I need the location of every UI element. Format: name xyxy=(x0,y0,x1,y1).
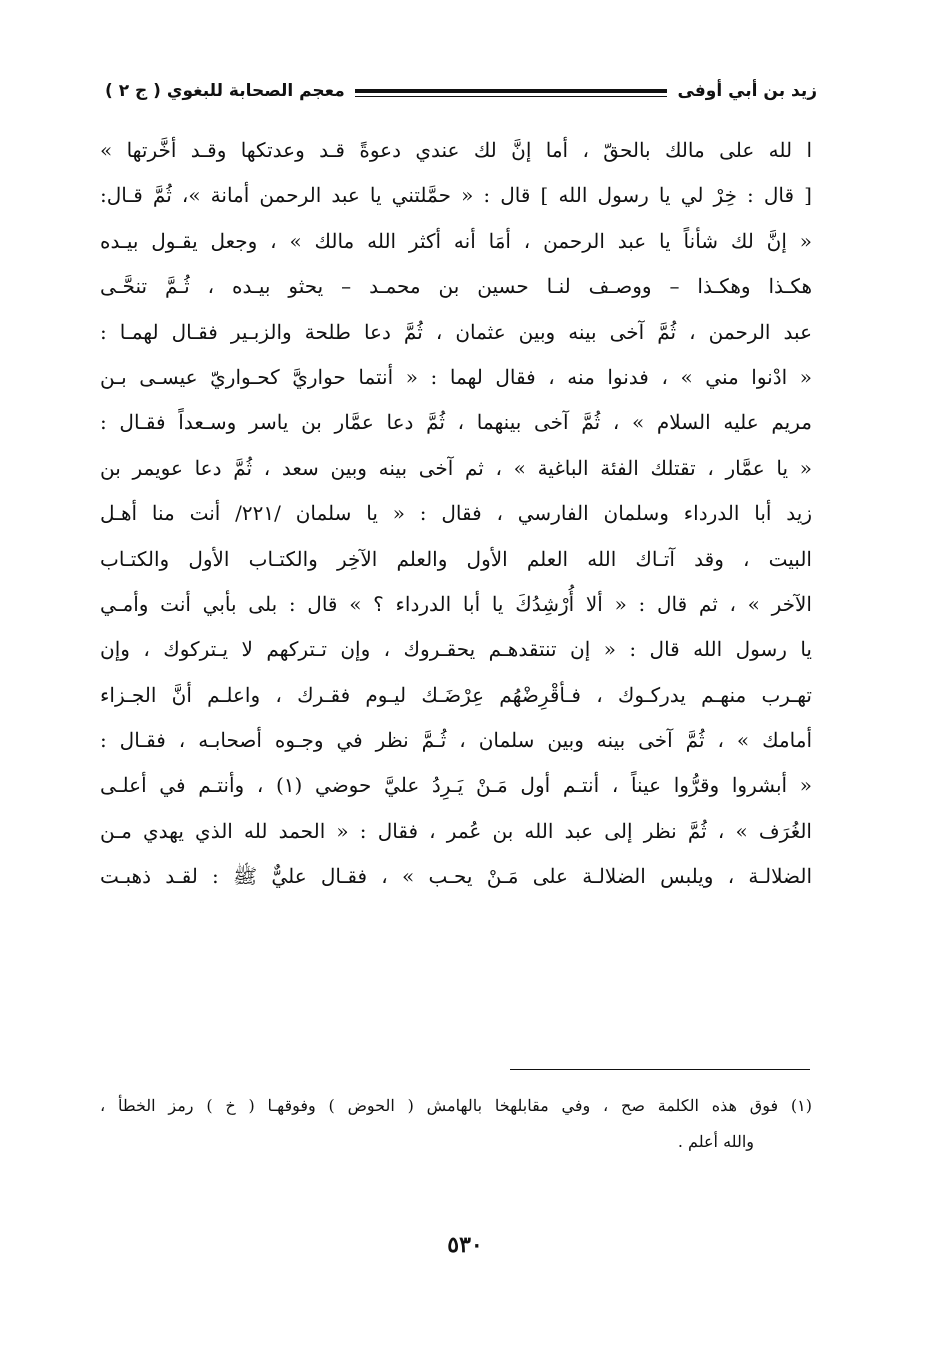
page-number: ٥٣٠ xyxy=(447,1232,483,1258)
text-line: زيد أبا الدرداء وسلمان الفارسي ، فقال : « يا سلمان /٢٢١/ أنت منا أهـل xyxy=(100,501,812,526)
text-line: البيت ، وقد آتـاك الله العلم الأول والعلم الآخِر والكتـاب الأول والكتـاب xyxy=(100,546,812,571)
text-line: هكـذا وهكـذا – ووصـف لنـا حسين بن محمـد – يحثو بيـده ، ثُـمَّ تنحَّـى xyxy=(100,274,812,299)
text-line: مريم عليه السلام » ، ثُمَّ آخى بينهما ، ثُمَّ دعا عمَّار بن ياسر وسـعداً فقـال : xyxy=(100,410,812,435)
footnote-line: والله أعلم . xyxy=(677,1132,754,1151)
header-book-title: معجم الصحابة للبغوي ( ج ٢ ) xyxy=(105,81,345,101)
text-line: « ادْنوا مني » ، فدنوا منه ، فقال لهما : « أنتما حواريَّ كحـواريّ عيسـى بـن xyxy=(100,364,812,389)
text-line: عبد الرحمن ، ثُمَّ آخى بينه وبين عثمان ، ثُمَّ دعا طلحة والزبـير فقـال لهمـا : xyxy=(100,319,812,344)
header-rule xyxy=(355,89,668,93)
text-line: ا لله على مالك بالحقّ ، أما إنَّ لك عندي دعوةً قـد وعدتكها وقـد أخَّرتها » xyxy=(100,138,812,162)
text-line: « إنَّ لك شأناً يا عبد الرحمن ، أمَا أنه أكثر الله مالك » ، وجعل يقـول بيـده xyxy=(100,228,812,253)
text-line: الآخر » ، ثم قال : « ألا أُرْشِدُكَ يا أبا الدرداء ؟ » قال : بلى بأبي أنت وأمـي xyxy=(100,591,812,616)
running-header xyxy=(105,76,817,106)
header-entry-name: زيد بن أبي أوفى xyxy=(677,81,817,101)
text-line: « يا عمَّار ، تقتلك الفئة الباغية » ، ثم آخى بينه وبين سعد ، ثُمَّ دعا عويمر بن xyxy=(100,455,812,480)
footnotes xyxy=(100,1088,812,1160)
footnote-line: (١) فوق هذه الكلمة صح ، وفي مقابلهخا بالهامش ( الحوض ) وفوقهـا ( خ ) رمز الخطأ ، xyxy=(100,1096,812,1115)
text-line: [ قال : خِرْ لي يا رسول الله ] قال : « حمَّلتني يا عبد الرحمن أمانة »، ثُمَّ قـال: xyxy=(100,183,812,208)
text-line: الضلالـة ، ويلبس الضلالـة على مَـنْ يحـب » ، فقـال عليٌّ ﷺ : لقـد ذهبـت xyxy=(100,864,812,889)
text-line: « أبشروا وقرُّوا عيناً ، أنتـم أول مَـنْ يَـرِدُ عليَّ حوضي (١) ، وأنتـم في أعلـى xyxy=(100,773,812,798)
text-line: يا رسول الله قال : « إن تنتقدهـم يحقـروك ، وإن تـتركهم لا يـتركوك ، وإن xyxy=(100,637,812,662)
text-line: تهـرب منهـم يدركـوك ، فـأقْرِضْهُم عِرْضَـك ليـوم فقـرك ، واعلـم أنَّ الجـزاء xyxy=(100,682,812,707)
footnote-separator xyxy=(510,1069,810,1070)
body-text xyxy=(100,128,812,900)
text-line: أمامك » ، ثُمَّ آخى بينه وبين سلمان ، ثُـمَّ نظر في وجـوه أصحابـه ، فقـال : xyxy=(100,728,812,753)
text-line: الغُرَف » ، ثُمَّ نظر إلى عبد الله بن عُمر ، فقال : « الحمد لله الذي يهدي مـن xyxy=(100,818,812,843)
